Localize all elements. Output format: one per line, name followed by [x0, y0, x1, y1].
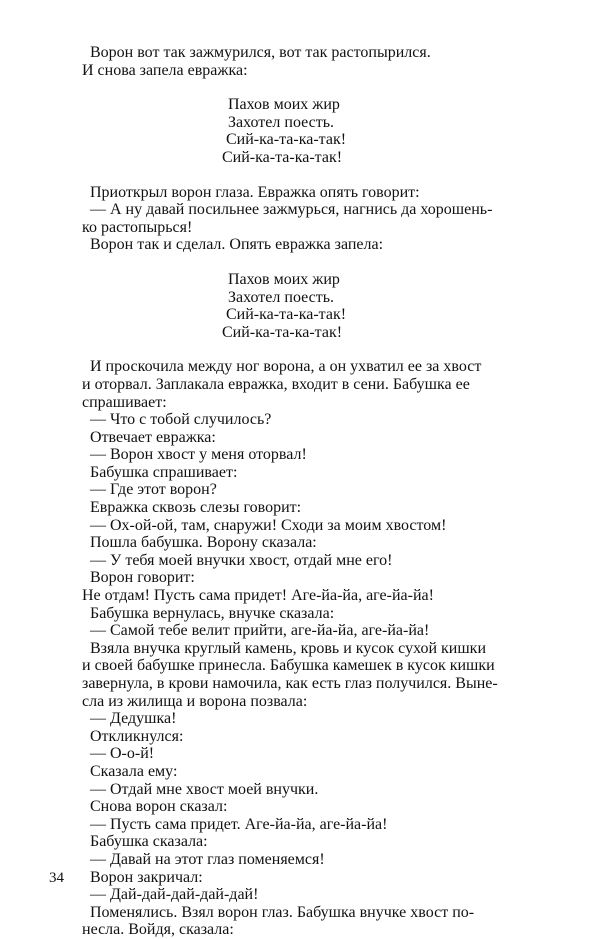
text-line: Бабушка сказала: — [90, 833, 208, 851]
text-line: Снова ворон сказал: — [90, 798, 228, 816]
page-number: 34 — [49, 870, 64, 886]
text-line: Бабушка спрашивает: — [90, 463, 238, 481]
verse-block — [82, 96, 552, 166]
verse-line: Сий-ка-та-ка-так! — [226, 306, 347, 324]
text-line: — Дедушка! — [90, 710, 177, 728]
verse-line: Сий-ка-та-ка-так! — [226, 131, 347, 149]
text-line: — Ох-ой-ой, там, снаружи! Сходи за моим хвостом! — [90, 516, 447, 534]
text-line: и своей бабушке принесла. Бабушка камешек в кусок кишки — [82, 657, 495, 675]
text-line: Пошла бабушка. Ворону сказала: — [90, 534, 317, 552]
text-line: — Где этот ворон? — [90, 481, 217, 499]
text-line: — А ну давай посильнее зажмурься, нагнись да хорошень- — [90, 201, 493, 219]
text-line: ко растопырься! — [82, 218, 193, 236]
text-line: спрашивает: — [82, 393, 167, 411]
verse-block — [82, 271, 552, 341]
text-line: Откликнулся: — [90, 727, 184, 745]
text-line: Бабушка вернулась, внучке сказала: — [90, 604, 335, 622]
text-line: — Дай-дай-дай-дай-дай! — [90, 886, 259, 904]
text-line: Ворон вот так зажмурился, вот так растопырился. — [90, 44, 431, 61]
text-line: Ворон закричал: — [90, 868, 203, 886]
text-line: Сказала ему: — [90, 762, 178, 780]
verse-line: Сий-ка-та-ка-так! — [222, 323, 343, 341]
text-line: Приоткрыл ворон глаза. Евражка опять говорит: — [90, 183, 420, 201]
text-line: Ворон так и сделал. Опять евражка запела: — [90, 236, 384, 254]
text-line: Ворон говорит: — [90, 569, 195, 587]
text-line: И проскочила между ног ворона, а он ухватил ее за хвост — [90, 358, 482, 376]
text-line: — О-о-й! — [90, 745, 155, 763]
text-line: Евражка сквозь слезы говорит: — [90, 499, 302, 517]
verse-line: Сий-ка-та-ка-так! — [222, 148, 343, 166]
text-line: — Что с тобой случилось? — [90, 411, 272, 429]
text-line: — Давай на этот глаз поменяемся! — [90, 850, 325, 868]
text-line: И снова запела евражка: — [82, 61, 248, 79]
text-line: Поменялись. Взял ворон глаз. Бабушка внучке хвост по- — [90, 903, 475, 921]
text-line: завернула, в крови намочила, как есть глаз получился. Выне- — [82, 675, 498, 692]
verse-line: Захотел поесть. — [228, 288, 335, 306]
text-line: — Пусть сама придет. Аге-йа-йа, аге-йа-йа! — [90, 815, 388, 833]
text-line: Не отдам! Пусть сама придет! Аге-йа-йа, аге-йа-йа! — [82, 587, 434, 605]
text-line: Взяла внучка круглый камень, кровь и кусок сухой кишки — [90, 639, 487, 657]
text-line: — Ворон хвост у меня оторвал! — [90, 446, 307, 464]
text-line: — У тебя моей внучки хвост, отдай мне его! — [90, 551, 393, 569]
verse-line: Пахов моих жир — [228, 96, 340, 114]
text-line: — Самой тебе велит прийти, аге-йа-йа, аге-йа-йа! — [90, 622, 430, 640]
verse-line: Пахов моих жир — [228, 270, 340, 288]
text-line: Отвечает евражка: — [90, 428, 216, 446]
text-line: несла. Войдя, сказала: — [82, 921, 234, 939]
page-text — [82, 44, 552, 939]
text-line: сла из жилища и ворона позвала: — [82, 692, 308, 710]
verse-line: Захотел поесть. — [228, 113, 335, 131]
text-line: — Отдай мне хвост моей внучки. — [90, 780, 319, 798]
text-line: и оторвал. Заплакала евражка, входит в сени. Бабушка ее — [82, 375, 470, 393]
